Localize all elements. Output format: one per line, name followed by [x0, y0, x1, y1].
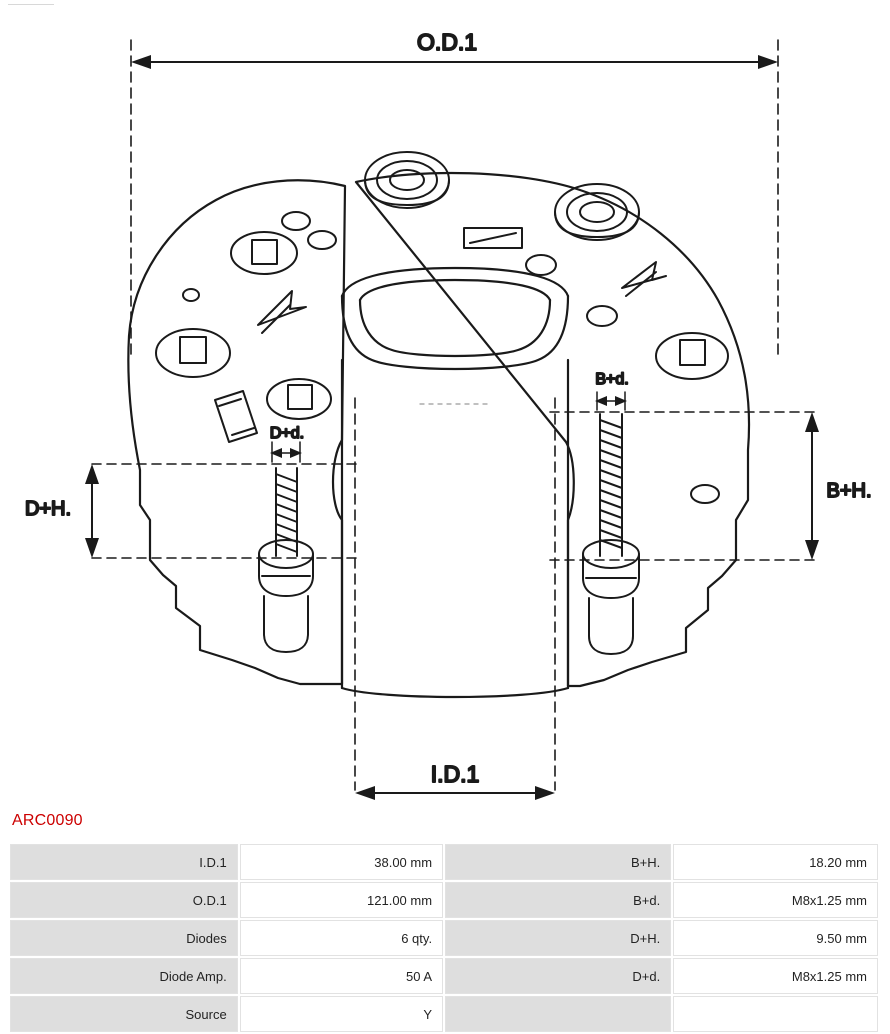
table-row	[10, 996, 878, 1032]
dimension-b-plus-h	[550, 412, 819, 560]
dimension-d-plus-d	[270, 442, 302, 462]
spec-label-bh: B+H.	[445, 844, 671, 880]
dimension-od1	[131, 40, 778, 360]
spec-label-od1: O.D.1	[10, 882, 238, 918]
spec-value-diode-amp: 50 A	[240, 958, 443, 994]
spec-label-dd: D+d.	[445, 958, 671, 994]
spec-value-diodes: 6 qty.	[240, 920, 443, 956]
specification-table	[8, 842, 880, 1034]
spec-value-source: Y	[240, 996, 443, 1032]
spec-empty-label	[445, 996, 671, 1032]
dimension-b-plus-d	[595, 392, 627, 410]
stud-d-plus	[259, 468, 313, 652]
spec-label-bd: B+d.	[445, 882, 671, 918]
spec-table-body	[10, 844, 878, 1032]
label-b-plus-d: B+d.	[595, 371, 629, 388]
diode-left-upper	[231, 232, 297, 274]
stud-b-plus	[583, 414, 639, 654]
table-row	[10, 920, 878, 956]
spec-label-diodes: Diodes	[10, 920, 238, 956]
label-id1: I.D.1	[430, 761, 480, 787]
diode-right-lower	[656, 333, 728, 379]
table-row	[10, 958, 878, 994]
spec-value-dh: 9.50 mm	[673, 920, 878, 956]
spec-value-id1: 38.00 mm	[240, 844, 443, 880]
diode-left-lower	[267, 379, 331, 419]
table-row	[10, 882, 878, 918]
stamp-arrow-left	[258, 291, 306, 333]
mounting-boss-right	[555, 184, 639, 240]
spec-label-id1: I.D.1	[10, 844, 238, 880]
spec-empty-value	[673, 996, 878, 1032]
label-d-plus-h: D+H.	[24, 498, 72, 520]
vent-holes-left	[183, 212, 336, 442]
table-row	[10, 844, 878, 880]
mounting-boss-left	[365, 152, 449, 208]
spec-label-diode-amp: Diode Amp.	[10, 958, 238, 994]
spec-value-dd: M8x1.25 mm	[673, 958, 878, 994]
label-d-plus-d: D+d.	[269, 425, 305, 442]
part-code: ARC0090	[12, 812, 83, 829]
spec-value-od1: 121.00 mm	[240, 882, 443, 918]
spec-value-bd: M8x1.25 mm	[673, 882, 878, 918]
label-b-plus-h: B+H.	[826, 480, 872, 502]
dimension-id1	[355, 398, 555, 800]
spec-label-dh: D+H.	[445, 920, 671, 956]
dimension-d-plus-h	[85, 464, 360, 558]
label-od1: O.D.1	[416, 29, 478, 55]
stamp-arrow-right	[622, 262, 666, 296]
spec-label-source: Source	[10, 996, 238, 1032]
rectifier-body	[128, 173, 749, 697]
diode-left-mid	[156, 329, 230, 377]
spec-value-bh: 18.20 mm	[673, 844, 878, 880]
